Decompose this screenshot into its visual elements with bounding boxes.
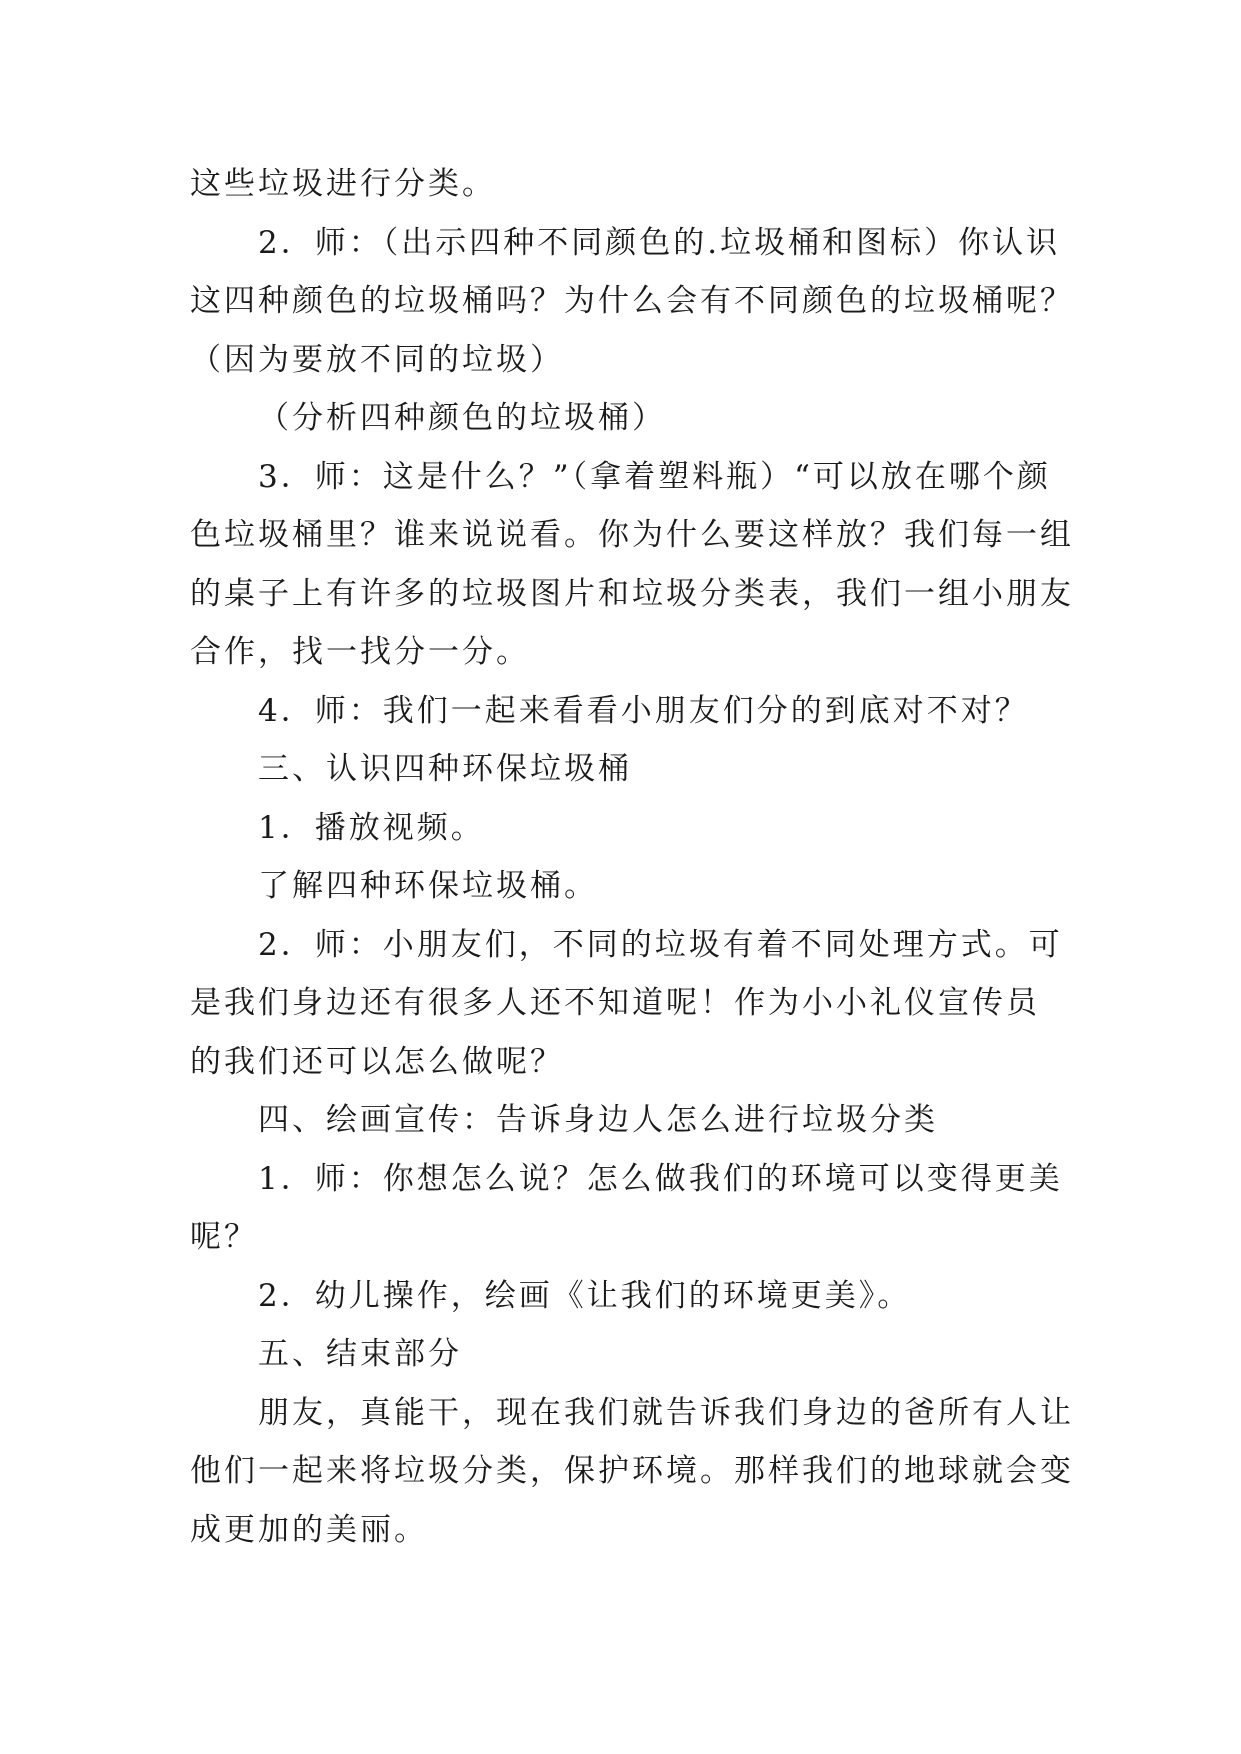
text-line: 色垃圾桶里？谁来说说看。你为什么要这样放？我们每一组: [190, 517, 1074, 553]
text-line: 的桌子上有许多的垃圾图片和垃圾分类表，我们一组小朋友: [190, 575, 1074, 612]
text-line: 了解四种环保垃圾桶。: [258, 868, 598, 904]
text-line: 2．师：（出示四种不同颜色的.垃圾桶和图标）你认识: [258, 224, 1061, 261]
text-line: 是我们身边还有很多人还不知道呢！作为小小礼仪宣传员: [190, 985, 1040, 1021]
text-line: 他们一起来将垃圾分类，保护环境。那样我们的地球就会变: [190, 1453, 1074, 1489]
section-heading: 三、认识四种环保垃圾桶: [258, 751, 632, 787]
section-heading: 五、结束部分: [258, 1336, 462, 1372]
text-line: 成更加的美丽。: [190, 1511, 428, 1548]
text-line: 朋友，真能干，现在我们就告诉我们身边的爸所有人让: [258, 1394, 1074, 1431]
text-line: 1．播放视频。: [258, 809, 485, 846]
text-line: 4．师：我们一起来看看小朋友们分的到底对不对？: [258, 692, 1029, 729]
text-line: 这四种颜色的垃圾桶吗？为什么会有不同颜色的垃圾桶呢？: [190, 283, 1074, 319]
text-line: 合作，找一找分一分。: [190, 634, 530, 670]
text-line: （分析四种颜色的垃圾桶）: [258, 400, 666, 436]
text-line: 3．师：这是什么？”（拿着塑料瓶）“可以放在哪个颜: [258, 458, 1051, 495]
text-line: 2．幼儿操作，绘画《让我们的环境更美》。: [258, 1277, 912, 1314]
text-line: 这些垃圾进行分类。: [190, 166, 496, 202]
text-line: 1．师：你想怎么说？怎么做我们的环境可以变得更美: [258, 1160, 1063, 1197]
text-line: 2．师：小朋友们，不同的垃圾有着不同处理方式。可: [258, 926, 1063, 963]
text-line: 呢？: [190, 1219, 258, 1255]
text-line: 的我们还可以怎么做呢？: [190, 1043, 564, 1080]
section-heading: 四、绘画宣传：告诉身边人怎么进行垃圾分类: [258, 1102, 938, 1138]
text-line: （因为要放不同的垃圾）: [190, 341, 564, 378]
document-body: [190, 155, 1074, 1559]
